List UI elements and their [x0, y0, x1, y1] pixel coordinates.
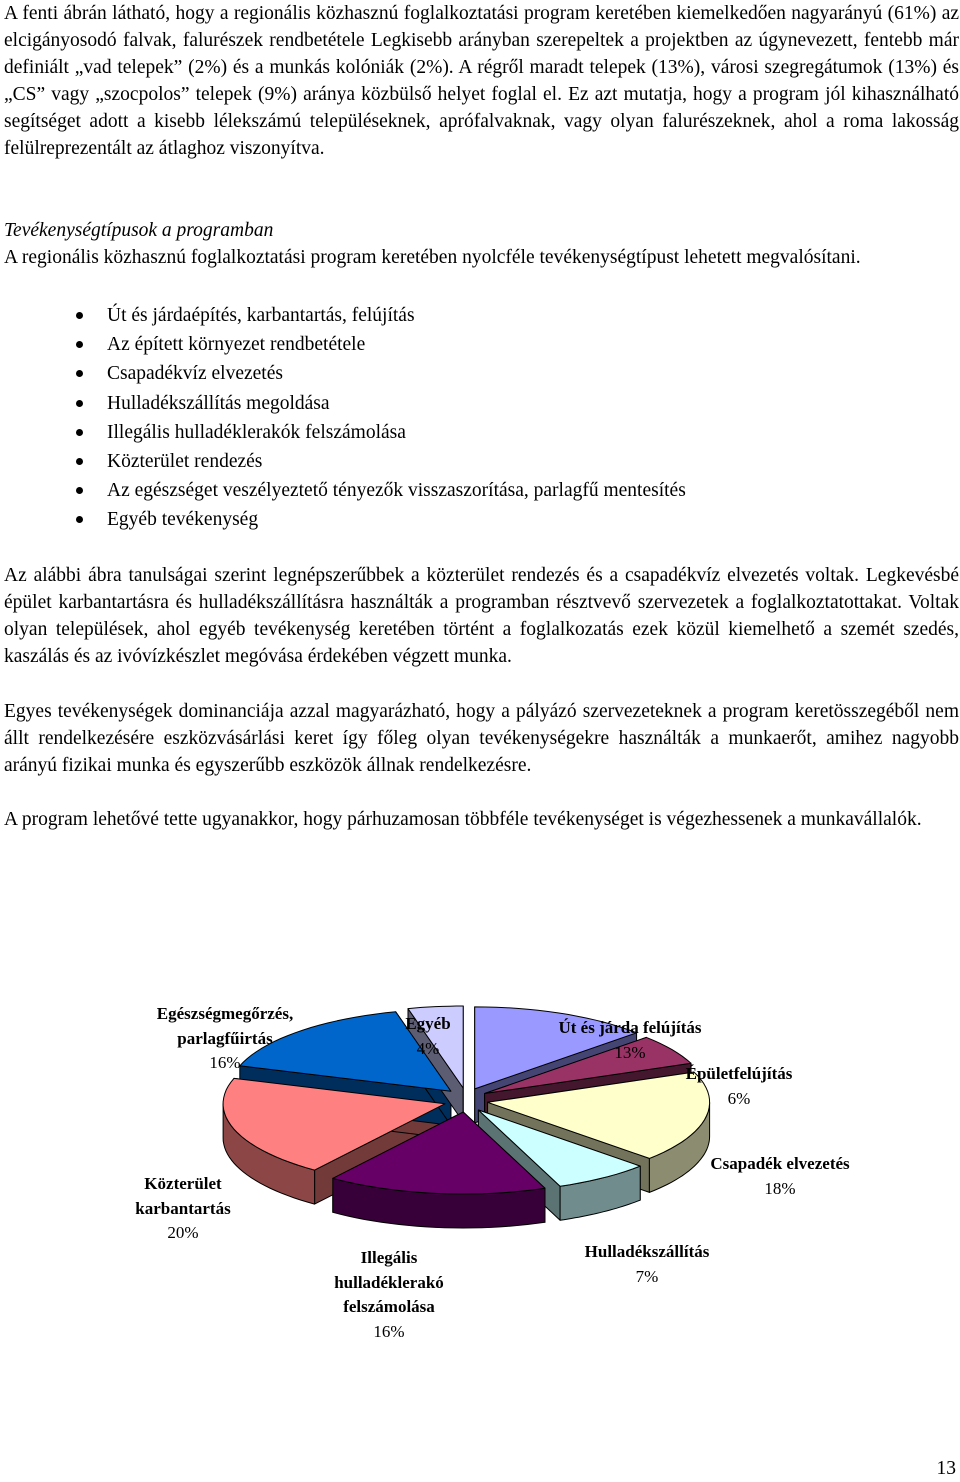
pie-label-name: felszámolása — [343, 1297, 435, 1316]
pie-label — [130, 1002, 320, 1076]
activity-list — [4, 301, 959, 535]
pie-label-percent: 7% — [635, 1266, 659, 1286]
pie-label-name: Út és járda felújítás — [558, 1018, 702, 1037]
paragraph-dominance: Egyes tevékenységek dominanciája azzal magyarázható, hogy a pályázó szervezeteknek a program keretösszegéből nem állt rendelkezésére eszközvásárlási keret így főleg olyan tevékenységekre használták a munkaerőt, amihez nagyobb arányú fizikai munka és egyszerűbb eszközök állnak rendelkezésre. — [4, 701, 959, 776]
bullet-icon — [76, 400, 83, 407]
pie-label-name: Egészségmegőrzés, — [156, 1004, 294, 1023]
bullet-icon — [76, 458, 83, 465]
bullet-icon — [76, 341, 83, 348]
paragraph-activity-types: A regionális közhasznú foglalkoztatási program keretében nyolcféle tevékenységtípust lehetett megvalósítani. — [4, 247, 861, 268]
pie-label-percent: 18% — [764, 1178, 796, 1198]
pie-label — [386, 1012, 470, 1061]
section-heading: Tevékenységtípusok a programban — [4, 220, 274, 241]
list-item: Illegális hulladéklerakók felszámolása — [4, 418, 959, 447]
pie-label-percent: 16% — [209, 1053, 241, 1072]
bullet-icon — [76, 487, 83, 494]
list-item: Egyéb tevékenység — [4, 505, 959, 534]
bullet-icon — [76, 516, 83, 523]
pie-label-name: Közterület — [144, 1174, 222, 1193]
pie-label-percent: 16% — [373, 1321, 405, 1341]
pie-label-name: Hulladékszállítás — [584, 1242, 710, 1261]
pie-label — [690, 1152, 870, 1201]
list-item: Az egészséget veszélyeztető tényezők visszaszorítása, parlagfű mentesítés — [4, 476, 959, 505]
pie-label-name: parlagfűirtás — [177, 1028, 273, 1048]
pie-label-name: Épületfelújítás — [685, 1064, 793, 1083]
pie-label-name: Csapadék elvezetés — [710, 1154, 850, 1173]
pie-label-name: Egyéb — [405, 1014, 451, 1033]
list-item: Hulladékszállítás megoldása — [4, 389, 959, 418]
paragraph-intro: A fenti ábrán látható, hogy a regionális közhasznú foglalkoztatási program keretében kiemelkedően nagyarányú (61%) az elcigányosodó falvak, falurészek rendbetétele Legkisebb arányban szerepeltek a projektben az úgynevezett, fentebb már definiált „vad telepek” (2%) és a munkás kolóniák (2%). A régről maradt telepek (13%), városi szegregátumok (13%) és „CS” vagy „szocpolos” telepek (9%) aránya közbülső helyet foglal el. Ez azt mutatja, hogy a program jól kihasználható segítséget adott a kisebb lélekszámú településeknek, aprófalvaknak, vagy olyan falurészeknek, ahol a roma lakosság felülreprezentált az átlaghoz viszonyítva. — [4, 3, 959, 159]
page-number: 13 — [936, 1458, 956, 1479]
list-item: Út és járdaépítés, karbantartás, felújítás — [4, 301, 959, 330]
pie-label — [562, 1240, 732, 1289]
list-item: Csapadékvíz elvezetés — [4, 359, 959, 388]
paragraph-chart-findings: Az alábbi ábra tanulságai szerint legnépszerűbbek a közterület rendezés és a csapadékvíz elvezetés voltak. Legkevésbé épület karbantartásra és hulladékszállításra használták a programban résztvevő szervezetek a foglalkoztatottakat. Voltak olyan települések, ahol egyéb tevékenység keretében történt a foglalkozatás ezek közül kiemelhető a szemét szedés, kaszálás és az ivóvízkészlet megóvása érdekében végzett munka. — [4, 565, 959, 667]
pie-label-percent: 13% — [614, 1042, 646, 1062]
bullet-icon — [76, 429, 83, 436]
pie-label-name: Illegális — [360, 1248, 418, 1267]
bullet-icon — [76, 370, 83, 377]
activity-pie-chart — [0, 990, 960, 1350]
pie-label-name: hulladéklerakó — [334, 1272, 444, 1292]
pie-label-percent: 20% — [167, 1223, 199, 1242]
pie-label-name: karbantartás — [135, 1198, 231, 1218]
bullet-icon — [76, 312, 83, 319]
pie-label — [664, 1062, 814, 1111]
list-item: Közterület rendezés — [4, 447, 959, 476]
pie-label-percent: 6% — [727, 1088, 751, 1108]
pie-label — [540, 1016, 720, 1065]
pie-label — [118, 1172, 248, 1246]
pie-label-percent: 4% — [416, 1038, 440, 1058]
paragraph-parallel: A program lehetővé tette ugyanakkor, hogy párhuzamosan többféle tevékenységet is végezhessenek a munkavállalók. — [4, 809, 922, 830]
pie-label — [314, 1246, 464, 1344]
list-item: Az épített környezet rendbetétele — [4, 330, 959, 359]
